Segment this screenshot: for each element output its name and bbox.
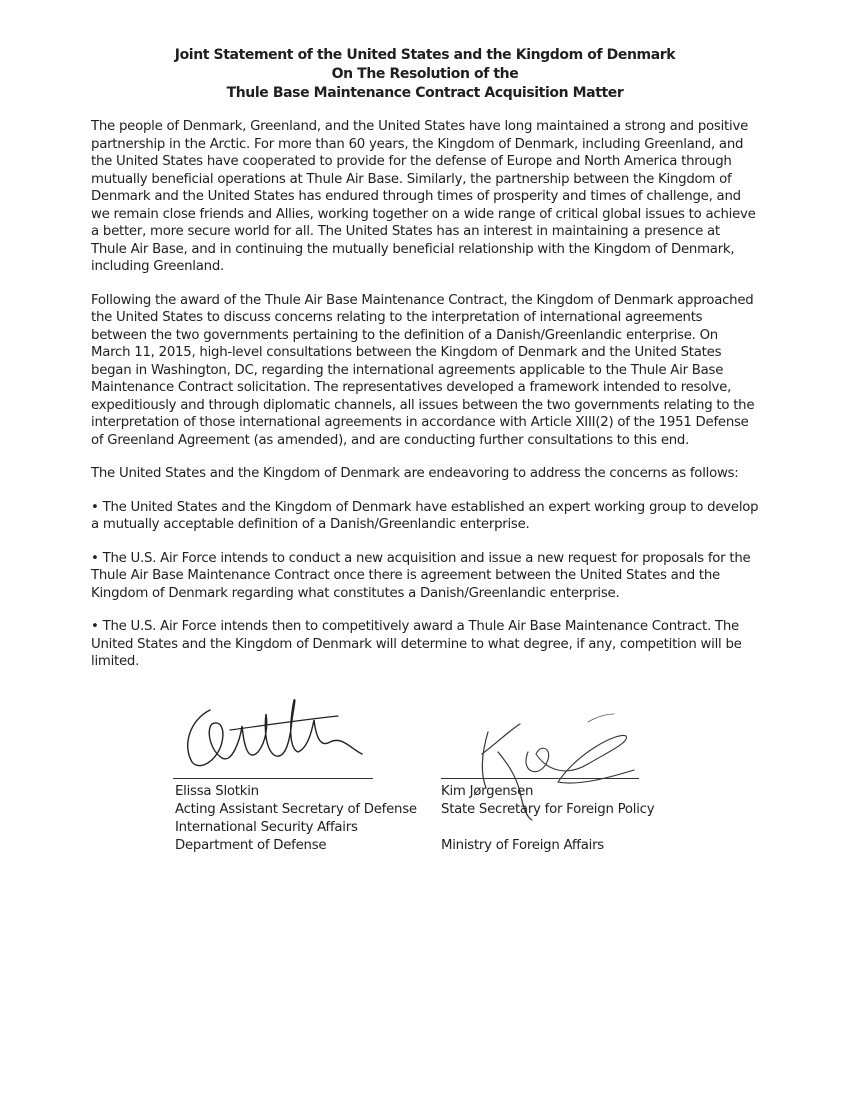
title-line-3: Thule Base Maintenance Contract Acquisition Matter <box>226 85 624 101</box>
left-signatory-name: Elissa Slotkin <box>175 784 259 799</box>
right-signatory-block <box>441 783 654 855</box>
title-line-2: On The Resolution of the <box>331 66 519 82</box>
title-line-1: Joint Statement of the United States and the Kingdom of Denmark <box>174 47 676 63</box>
right-signatory-title: State Secretary for Foreign Policy <box>441 802 655 817</box>
bullet-competitive-award: • The U.S. Air Force intends then to competitively award a Thule Air Base Maintenance Contract. The United States and the Kingdom of Denmark will determine to what degree, if any, competition will be limited. <box>91 619 742 669</box>
left-signatory-department: Department of Defense <box>175 838 327 853</box>
left-signatory-block <box>175 783 417 855</box>
left-signature-image <box>170 690 370 778</box>
right-signature-line <box>441 778 639 779</box>
left-signatory-office: International Security Affairs <box>175 820 358 835</box>
paragraph-intro: The people of Denmark, Greenland, and the United States have long maintained a strong and positive partnership in the Arctic. For more than 60 years, the Kingdom of Denmark, including Greenland, and the United States have cooperated to provide for the defense of Europe and North America through mutually beneficial operations at Thule Air Base. Similarly, the partnership between the Kingdom of Denmark and the United States has endured through times of prosperity and times of challenge, and we remain close friends and Allies, working together on a wide range of critical global issues to achieve a better, more secure world for all. The United States has an interest in maintaining a presence at Thule Air Base, and in continuing the mutually beneficial relationship with the Kingdom of Denmark, including Greenland. <box>91 119 756 274</box>
bullet-working-group: • The United States and the Kingdom of Denmark have established an expert working group to develop a mutually acceptable definition of a Danish/Greenlandic enterprise. <box>91 499 759 532</box>
paragraph-background: Following the award of the Thule Air Base Maintenance Contract, the Kingdom of Denmark approached the United States to discuss concerns relating to the interpretation of international agreements between the two governments pertaining to the definition of a Danish/Greenlandic enterprise. On March 11, 2015, high-level consultations between the Kingdom of Denmark and the United States began in Washington, DC, regarding the international agreements applicable to the Thule Air Base Maintenance Contract solicitation. The representatives developed a framework intended to resolve, expeditiously and through diplomatic channels, all issues between the two governments relating to the interpretation of those international agreements in accordance with Article XIII(2) of the 1951 Defense of Greenland Agreement (as amended), and are conducting further consultations to this end. <box>91 292 755 448</box>
right-signatory-name: Kim Jørgensen <box>441 784 534 799</box>
left-signature-line <box>173 778 373 779</box>
document-title <box>0 46 850 103</box>
document-body <box>91 118 759 687</box>
right-signatory-department: Ministry of Foreign Affairs <box>441 838 604 853</box>
bullet-new-acquisition: • The U.S. Air Force intends to conduct a new acquisition and issue a new request for proposals for the Thule Air Base Maintenance Contract once there is agreement between the United States and the Kingdom of Denmark regarding what constitutes a Danish/Greenlandic enterprise. <box>91 550 751 601</box>
left-signatory-title: Acting Assistant Secretary of Defense <box>175 802 417 817</box>
right-signatory-spacer <box>441 819 654 837</box>
paragraph-concerns-intro: The United States and the Kingdom of Denmark are endeavoring to address the concerns as follows: <box>91 466 739 481</box>
